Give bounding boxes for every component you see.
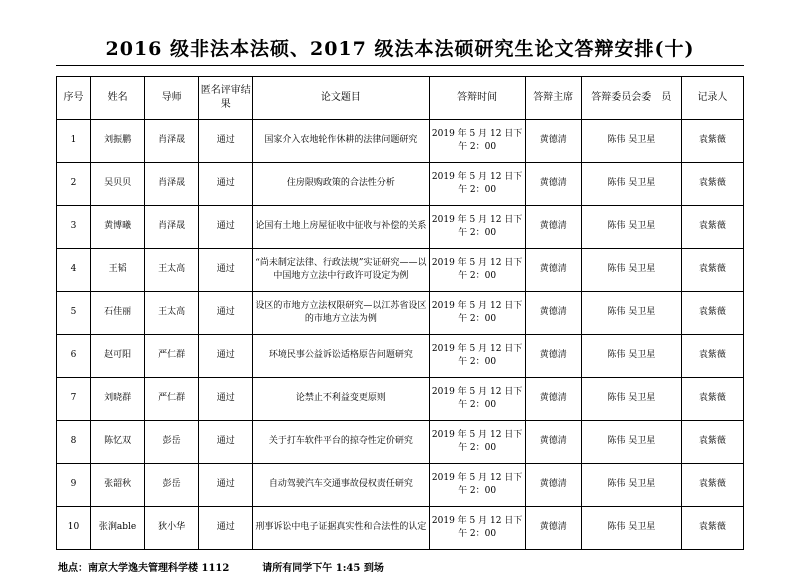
cell-name: 张韶秋: [91, 464, 145, 507]
cell-name: 石佳丽: [91, 292, 145, 335]
cell-advisor: 严仁群: [145, 335, 199, 378]
cell-recorder: 袁紫薇: [681, 120, 743, 163]
cell-review: 通过: [199, 249, 253, 292]
cell-recorder: 袁紫薇: [681, 421, 743, 464]
cell-chair: 黄德清: [525, 120, 581, 163]
cell-time: 2019 年 5 月 12 日下午 2：00: [429, 292, 525, 335]
cell-review: 通过: [199, 335, 253, 378]
table-row: [57, 421, 744, 464]
table-row: [57, 206, 744, 249]
header-chair: 答辩主席: [525, 77, 581, 120]
cell-review: 通过: [199, 464, 253, 507]
footer-arrival-note: 请所有同学下午 1:45 到场: [262, 563, 384, 574]
cell-time: 2019 年 5 月 12 日下午 2：00: [429, 206, 525, 249]
cell-topic: 自动驾驶汽车交通事故侵权责任研究: [253, 464, 429, 507]
cell-seq: 2: [57, 163, 91, 206]
cell-recorder: 袁紫薇: [681, 335, 743, 378]
cell-chair: 黄德清: [525, 249, 581, 292]
cell-seq: 5: [57, 292, 91, 335]
cell-review: 通过: [199, 120, 253, 163]
cell-recorder: 袁紫薇: [681, 292, 743, 335]
cell-chair: 黄德清: [525, 421, 581, 464]
cell-review: 通过: [199, 163, 253, 206]
table-row: [57, 120, 744, 163]
cell-members: 陈伟 吴卫星: [581, 292, 681, 335]
cell-name: 刘晓群: [91, 378, 145, 421]
cell-recorder: 袁紫薇: [681, 378, 743, 421]
footer-note: [56, 559, 744, 574]
header-time: 答辩时间: [429, 77, 525, 120]
cell-time: 2019 年 5 月 12 日下午 2：00: [429, 163, 525, 206]
table-row: [57, 464, 744, 507]
cell-time: 2019 年 5 月 12 日下午 2：00: [429, 249, 525, 292]
cell-recorder: 袁紫薇: [681, 206, 743, 249]
cell-seq: 4: [57, 249, 91, 292]
header-recorder: 记录人: [681, 77, 743, 120]
cell-members: 陈伟 吴卫星: [581, 163, 681, 206]
cell-name: 吴贝贝: [91, 163, 145, 206]
cell-recorder: 袁紫薇: [681, 464, 743, 507]
table-row: [57, 292, 744, 335]
cell-chair: 黄德清: [525, 163, 581, 206]
cell-members: 陈伟 吴卫星: [581, 378, 681, 421]
cell-members: 陈伟 吴卫星: [581, 120, 681, 163]
cell-seq: 3: [57, 206, 91, 249]
cell-recorder: 袁紫薇: [681, 249, 743, 292]
cell-name: 张涧able: [91, 507, 145, 550]
cell-chair: 黄德清: [525, 292, 581, 335]
cell-advisor: 肖泽晟: [145, 206, 199, 249]
cell-members: 陈伟 吴卫星: [581, 421, 681, 464]
title-divider: [56, 65, 744, 66]
cell-time: 2019 年 5 月 12 日下午 2：00: [429, 507, 525, 550]
table-row: [57, 378, 744, 421]
cell-topic: 设区的市地方立法权限研究—以江苏省设区的市地方立法为例: [253, 292, 429, 335]
cell-time: 2019 年 5 月 12 日下午 2：00: [429, 378, 525, 421]
cell-members: 陈伟 吴卫星: [581, 206, 681, 249]
defense-schedule-table: [56, 76, 744, 550]
cell-advisor: 肖泽晟: [145, 163, 199, 206]
cell-time: 2019 年 5 月 12 日下午 2：00: [429, 335, 525, 378]
header-name: 姓名: [91, 77, 145, 120]
cell-topic: 论禁止不利益变更原则: [253, 378, 429, 421]
cell-topic: “尚未制定法律、行政法规”实证研究——以中国地方立法中行政许可设定为例: [253, 249, 429, 292]
cell-name: 赵可阳: [91, 335, 145, 378]
cell-advisor: 狄小华: [145, 507, 199, 550]
cell-seq: 6: [57, 335, 91, 378]
cell-topic: 刑事诉讼中电子证据真实性和合法性的认定: [253, 507, 429, 550]
cell-seq: 10: [57, 507, 91, 550]
cell-advisor: 彭岳: [145, 464, 199, 507]
cell-chair: 黄德清: [525, 335, 581, 378]
header-committee-members: 答辩委员会委 员: [581, 77, 681, 120]
cell-review: 通过: [199, 292, 253, 335]
cell-name: 王韬: [91, 249, 145, 292]
cell-topic: 论国有土地上房屋征收中征收与补偿的关系: [253, 206, 429, 249]
cell-members: 陈伟 吴卫星: [581, 249, 681, 292]
cell-topic: 关于打车软件平台的掠夺性定价研究: [253, 421, 429, 464]
header-seq: 序号: [57, 77, 91, 120]
cell-topic: 住房限购政策的合法性分析: [253, 163, 429, 206]
cell-members: 陈伟 吴卫星: [581, 507, 681, 550]
cell-chair: 黄德清: [525, 206, 581, 249]
cell-seq: 1: [57, 120, 91, 163]
table-row: [57, 249, 744, 292]
cell-review: 通过: [199, 206, 253, 249]
cell-advisor: 彭岳: [145, 421, 199, 464]
cell-chair: 黄德清: [525, 464, 581, 507]
cell-time: 2019 年 5 月 12 日下午 2：00: [429, 120, 525, 163]
header-advisor: 导师: [145, 77, 199, 120]
cell-time: 2019 年 5 月 12 日下午 2：00: [429, 464, 525, 507]
header-review-result: 匿名评审结果: [199, 77, 253, 120]
cell-chair: 黄德清: [525, 378, 581, 421]
cell-members: 陈伟 吴卫星: [581, 464, 681, 507]
cell-name: 黄博曦: [91, 206, 145, 249]
page-title: 2016 级非法本法硕、2017 级法本法硕研究生论文答辩安排(十): [105, 38, 695, 60]
cell-recorder: 袁紫薇: [681, 507, 743, 550]
table-row: [57, 163, 744, 206]
cell-topic: 国家介入农地轮作休耕的法律问题研究: [253, 120, 429, 163]
cell-time: 2019 年 5 月 12 日下午 2：00: [429, 421, 525, 464]
cell-seq: 8: [57, 421, 91, 464]
cell-name: 陈忆双: [91, 421, 145, 464]
cell-advisor: 严仁群: [145, 378, 199, 421]
cell-chair: 黄德清: [525, 507, 581, 550]
cell-advisor: 王太高: [145, 292, 199, 335]
header-topic: 论文题目: [253, 77, 429, 120]
cell-topic: 环境民事公益诉讼适格原告问题研究: [253, 335, 429, 378]
cell-review: 通过: [199, 507, 253, 550]
cell-members: 陈伟 吴卫星: [581, 335, 681, 378]
cell-advisor: 王太高: [145, 249, 199, 292]
table-row: [57, 335, 744, 378]
table-header-row: [57, 77, 744, 120]
table-row: [57, 507, 744, 550]
cell-advisor: 肖泽晟: [145, 120, 199, 163]
cell-name: 刘振鹏: [91, 120, 145, 163]
cell-review: 通过: [199, 421, 253, 464]
cell-review: 通过: [199, 378, 253, 421]
cell-seq: 9: [57, 464, 91, 507]
footer-location: 地点：南京大学逸夫管理科学楼 1112: [58, 563, 230, 574]
cell-recorder: 袁紫薇: [681, 163, 743, 206]
cell-seq: 7: [57, 378, 91, 421]
